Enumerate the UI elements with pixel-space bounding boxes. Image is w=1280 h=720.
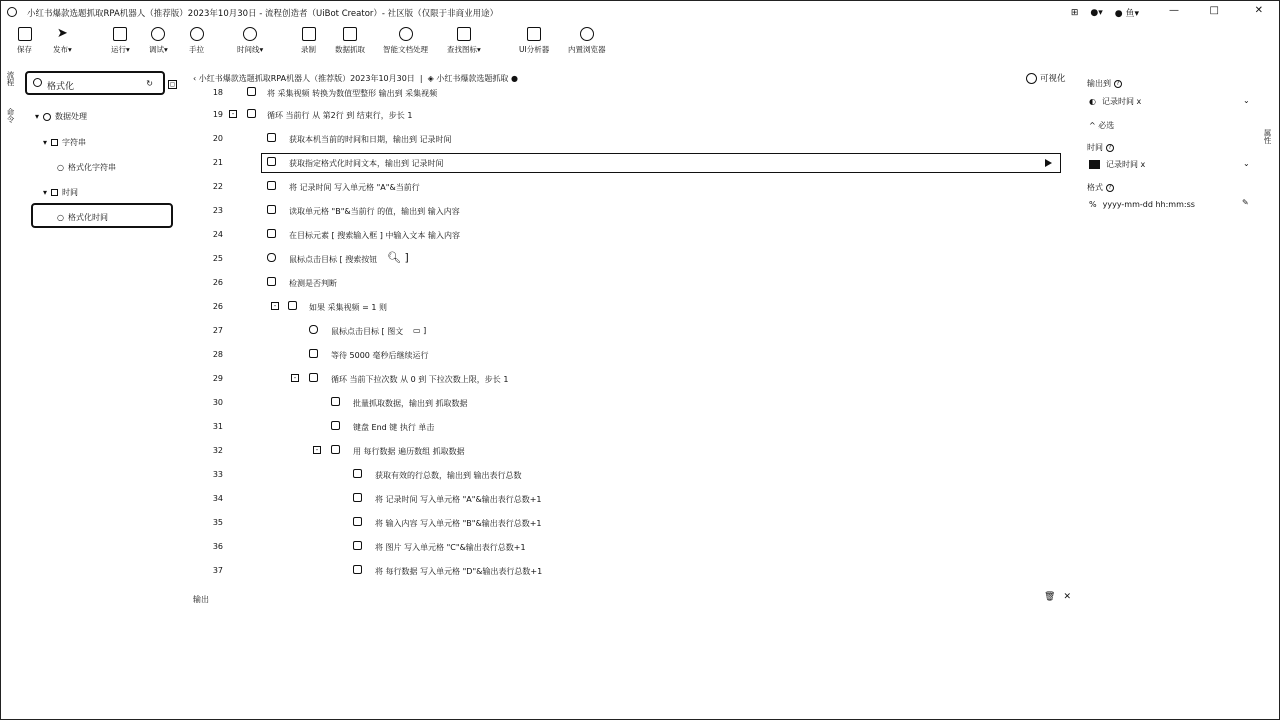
expression-icon xyxy=(1089,160,1100,169)
code-line[interactable]: 19 - 循环 当前行 从 第2行 到 结束行，步长 1 xyxy=(212,110,413,120)
close-icon[interactable]: ✕ xyxy=(1063,592,1071,602)
assign-icon xyxy=(247,87,256,96)
record-icon xyxy=(302,27,316,41)
toolbar xyxy=(1,25,1279,65)
output-to-field[interactable]: ◐ 记录时间 x xyxy=(1089,97,1142,106)
code-line[interactable]: 26 - 如果 采集视频 = 1 则 xyxy=(212,302,387,312)
excel-write-icon xyxy=(353,541,362,550)
code-line[interactable]: 29 - 循环 当前下拉次数 从 0 到 下拉次数上限，步长 1 xyxy=(212,374,509,384)
image-thumb-icon: ▭ ] xyxy=(413,326,427,335)
window-title: 小红书爆款选题抓取RPA机器人（推荐版）2023年10月30日 - 流程创造者（UiBot Creator）- 社区版（仅限于非商业用途） xyxy=(27,9,499,19)
tree-format-string[interactable]: ○ 格式化字符串 xyxy=(57,163,116,172)
run-icon xyxy=(113,27,127,41)
time-label: 时间 ? xyxy=(1087,142,1114,153)
command-search[interactable] xyxy=(25,71,165,95)
breadcrumb-subprocess[interactable]: 小红书爆款选题抓取 xyxy=(436,74,509,83)
collapse-icon[interactable]: - xyxy=(271,302,279,310)
step-icon xyxy=(190,27,204,41)
code-line[interactable]: 23 读取单元格 "B"&当前行 的值，输出到 输入内容 xyxy=(212,206,460,216)
help-icon[interactable]: ? xyxy=(1114,80,1122,88)
comment-icon xyxy=(267,277,276,286)
title-bar-tools xyxy=(1071,6,1139,19)
string-icon xyxy=(51,139,58,146)
smart-doc-button[interactable]: 智能文档处理 xyxy=(383,27,428,55)
edit-icon[interactable]: ✎ xyxy=(1242,198,1249,207)
code-line[interactable]: 25 鼠标点击目标 [ 搜索按钮 🔍︎ ] xyxy=(212,251,409,264)
app-logo-icon xyxy=(7,7,17,17)
collapse-icon[interactable]: - xyxy=(291,374,299,382)
tree-format-time[interactable]: ○ 格式化时间 xyxy=(57,213,108,222)
left-side-tabs xyxy=(5,71,17,145)
input-icon xyxy=(267,229,276,238)
save-icon xyxy=(18,27,32,41)
code-line[interactable]: 30 批量抓取数据，输出到 抓取数据 xyxy=(212,398,468,408)
title-bar xyxy=(1,1,1279,23)
record-button[interactable]: 录制 xyxy=(301,27,316,55)
back-icon[interactable]: ‹ xyxy=(193,74,197,83)
format-label: 格式 ? xyxy=(1087,182,1114,193)
find-icon-button[interactable]: 查找图标▾ xyxy=(447,27,481,55)
search-icon xyxy=(33,78,42,87)
text-icon: % xyxy=(1089,200,1097,209)
time-dropdown[interactable]: ⌄ xyxy=(1243,159,1250,168)
builtin-browser-button[interactable]: 内置浏览器 xyxy=(568,27,606,55)
clock-icon xyxy=(243,27,257,41)
calendar-icon xyxy=(51,189,58,196)
run-line-icon[interactable] xyxy=(1045,159,1052,167)
data-scrape-button[interactable]: 数据抓取 xyxy=(335,27,365,55)
clock-icon xyxy=(267,133,276,142)
data-icon xyxy=(43,113,51,121)
code-line[interactable]: 36 将 图片 写入单元格 "C"&输出表行总数+1 xyxy=(212,542,526,552)
loop-icon xyxy=(309,373,318,382)
breadcrumb: ‹ 小红书爆款选题抓取RPA机器人（推荐版）2023年10月30日 | ◈ 小红书爆款选题抓取 ● xyxy=(193,74,518,83)
close-button[interactable]: ✕ xyxy=(1254,5,1263,16)
collapse-icon[interactable]: - xyxy=(229,110,237,118)
minimize-button[interactable]: — xyxy=(1169,5,1179,16)
keyboard-icon xyxy=(331,421,340,430)
step-button[interactable]: 手拉 xyxy=(189,27,204,55)
clear-icon[interactable]: ↻ xyxy=(146,79,153,88)
search-option-button[interactable]: ▢ xyxy=(169,81,176,88)
excel-icon xyxy=(353,469,362,478)
code-line[interactable]: 26 检测是否判断 xyxy=(212,278,337,288)
publish-button[interactable]: ➤ 发布▾ xyxy=(53,26,72,54)
analyzer-icon xyxy=(527,27,541,41)
paper-plane-icon: ➤ xyxy=(56,26,68,41)
format-time-icon xyxy=(267,157,276,166)
help-icon[interactable]: ●▾ xyxy=(1090,7,1103,18)
grid-icon[interactable]: ⊞ xyxy=(1070,7,1079,18)
variable-icon: ◐ xyxy=(1089,97,1096,106)
code-line[interactable]: 35 将 输入内容 写入单元格 "B"&输出表行总数+1 xyxy=(212,518,542,528)
code-line[interactable]: 27 鼠标点击目标 [ 图文 ▭ ] xyxy=(212,326,427,336)
tree-time[interactable]: ▾ 时间 xyxy=(43,188,79,197)
excel-write-icon xyxy=(353,493,362,502)
output-panel-tools xyxy=(1044,592,1071,602)
format-field[interactable]: % yyyy-mm-dd hh:mm:ss xyxy=(1089,200,1195,209)
excel-write-icon xyxy=(353,565,362,574)
excel-read-icon xyxy=(267,205,276,214)
tree-data-processing[interactable]: ▾ 数据处理 xyxy=(35,112,88,121)
timeline-button[interactable]: 时间线▾ xyxy=(237,27,263,55)
scrape-icon xyxy=(343,27,357,41)
time-field[interactable]: 记录时间 x xyxy=(1089,159,1145,170)
excel-write-icon xyxy=(267,181,276,190)
help-icon[interactable]: ? xyxy=(1106,184,1114,192)
code-line[interactable]: 28 等待 5000 毫秒后继续运行 xyxy=(212,350,429,360)
code-line[interactable]: 33 获取有效的行总数，输出到 输出表行总数 xyxy=(212,470,522,480)
code-line[interactable]: 32 - 用 每行数据 遍历数组 抓取数据 xyxy=(212,446,465,456)
bug-icon xyxy=(151,27,165,41)
foreach-icon xyxy=(331,445,340,454)
code-line[interactable]: 34 将 记录时间 写入单元格 "A"&输出表行总数+1 xyxy=(212,494,542,504)
tab-commands[interactable]: 命令 xyxy=(6,108,15,123)
excel-write-icon xyxy=(353,517,362,526)
visual-toggle[interactable]: 可视化 xyxy=(1026,72,1066,84)
code-line[interactable]: 18 将 采集视频 转换为数值型整形 输出到 采集视频 xyxy=(212,88,438,98)
browser-icon xyxy=(580,27,594,41)
wait-icon xyxy=(309,349,318,358)
trash-icon[interactable]: 🗑︎ xyxy=(1044,592,1056,602)
output-to-dropdown[interactable]: ⌄ xyxy=(1243,96,1250,105)
magnifier-icon: 🔍︎ ] xyxy=(387,251,409,264)
maximize-button[interactable]: □ xyxy=(1209,5,1219,16)
code-line[interactable]: 22 将 记录时间 写入单元格 "A"&当前行 xyxy=(212,182,420,192)
output-panel-title[interactable]: 输出 xyxy=(193,595,209,604)
help-icon[interactable]: ? xyxy=(1106,144,1114,152)
search-input[interactable]: 格式化 xyxy=(47,82,75,92)
debug-button[interactable]: 调试▾ xyxy=(149,27,168,55)
output-to-label: 输出到 ? xyxy=(1087,78,1122,89)
loop-icon xyxy=(247,109,256,118)
code-line[interactable]: 21 获取指定格式化时间文本，输出到 记录时间 xyxy=(191,153,1071,173)
image-search-icon xyxy=(457,27,471,41)
required-section[interactable]: ^ 必选 xyxy=(1089,121,1115,130)
mouse-icon xyxy=(267,253,276,262)
code-line[interactable]: 31 键盘 End 键 执行 单击 xyxy=(212,422,435,432)
tab-process[interactable]: 流程 xyxy=(6,71,15,86)
collapse-icon[interactable]: - xyxy=(313,446,321,454)
save-button[interactable]: 保存 xyxy=(17,27,32,55)
user-menu[interactable]: ● 鱼▾ xyxy=(1114,9,1139,19)
tree-string[interactable]: ▾ 字符串 xyxy=(43,138,87,147)
tab-properties[interactable]: 属性 xyxy=(1263,129,1272,144)
code-line[interactable]: 37 将 每行数据 写入单元格 "D"&输出表行总数+1 xyxy=(212,566,543,576)
ai-icon xyxy=(399,27,413,41)
if-icon xyxy=(288,301,297,310)
ui-analyzer-button[interactable]: UI分析器 xyxy=(519,27,549,55)
mouse-icon xyxy=(309,325,318,334)
code-line[interactable]: 20 获取本机当前的时间和日期，输出到 记录时间 xyxy=(212,134,452,144)
toggle-icon xyxy=(1026,73,1037,84)
scrape-icon xyxy=(331,397,340,406)
code-line[interactable]: 24 在目标元素 [ 搜索输入框 ] 中输入文本 输入内容 xyxy=(212,230,460,240)
breadcrumb-process[interactable]: 小红书爆款选题抓取RPA机器人（推荐版）2023年10月30日 xyxy=(198,74,415,83)
run-button[interactable]: 运行▾ xyxy=(111,27,130,55)
